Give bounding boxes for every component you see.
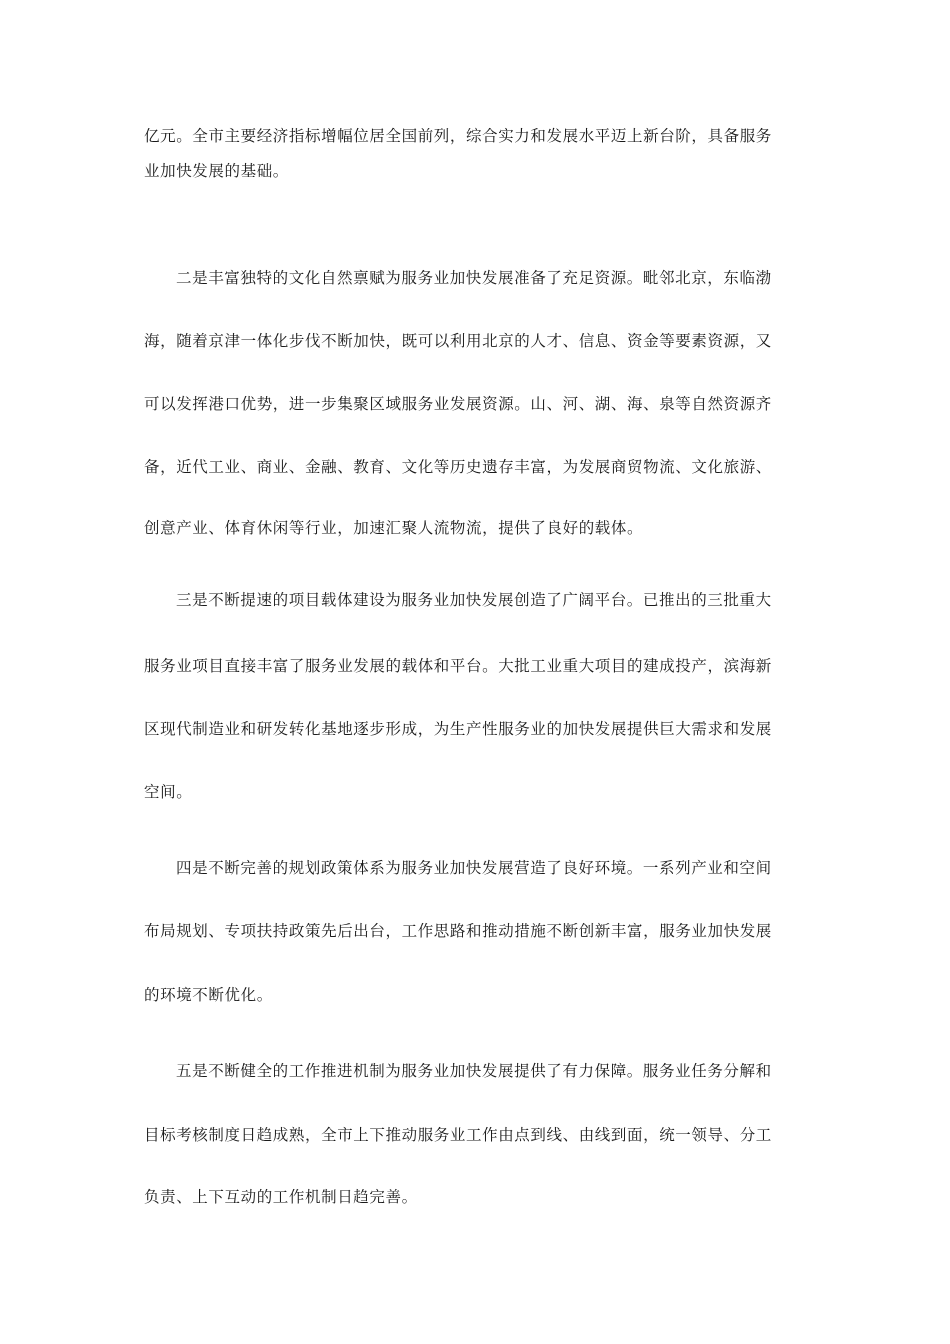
- paragraph-5-line-2: 目标考核制度日趋成熟，全市上下推动服务业工作由点到线、由线到面，统一领导、分工: [144, 1126, 772, 1144]
- paragraph-3-line-1: 三是不断提速的项目载体建设为服务业加快发展创造了广阔平台。已推出的三批重大: [176, 591, 772, 609]
- paragraph-1-line-1: 亿元。全市主要经济指标增幅位居全国前列，综合实力和发展水平迈上新台阶，具备服务: [144, 127, 772, 145]
- paragraph-4-line-2: 布局规划、专项扶持政策先后出台，工作思路和推动措施不断创新丰富，服务业加快发展: [144, 922, 772, 940]
- paragraph-4-line-1: 四是不断完善的规划政策体系为服务业加快发展营造了良好环境。一系列产业和空间: [176, 859, 772, 877]
- paragraph-2-line-3: 可以发挥港口优势，进一步集聚区域服务业发展资源。山、河、湖、海、泉等自然资源齐: [144, 395, 772, 413]
- paragraph-2-line-5: 创意产业、体育休闲等行业，加速汇聚人流物流，提供了良好的载体。: [144, 519, 644, 537]
- paragraph-2-line-4: 备，近代工业、商业、金融、教育、文化等历史遗存丰富，为发展商贸物流、文化旅游、: [144, 458, 772, 476]
- paragraph-3-line-4: 空间。: [144, 783, 193, 801]
- paragraph-2-line-2: 海，随着京津一体化步伐不断加快，既可以利用北京的人才、信息、资金等要素资源，又: [144, 332, 772, 350]
- paragraph-2-line-1: 二是丰富独特的文化自然禀赋为服务业加快发展准备了充足资源。毗邻北京，东临渤: [176, 269, 772, 287]
- paragraph-3-line-3: 区现代制造业和研发转化基地逐步形成，为生产性服务业的加快发展提供巨大需求和发展: [144, 720, 772, 738]
- paragraph-1-line-2: 业加快发展的基础。: [144, 162, 289, 180]
- paragraph-5-line-1: 五是不断健全的工作推进机制为服务业加快发展提供了有力保障。服务业任务分解和: [176, 1062, 772, 1080]
- paragraph-5-line-3: 负责、上下互动的工作机制日趋完善。: [144, 1188, 418, 1206]
- paragraph-4-line-3: 的环境不断优化。: [144, 986, 273, 1004]
- paragraph-3-line-2: 服务业项目直接丰富了服务业发展的载体和平台。大批工业重大项目的建成投产，滨海新: [144, 657, 772, 675]
